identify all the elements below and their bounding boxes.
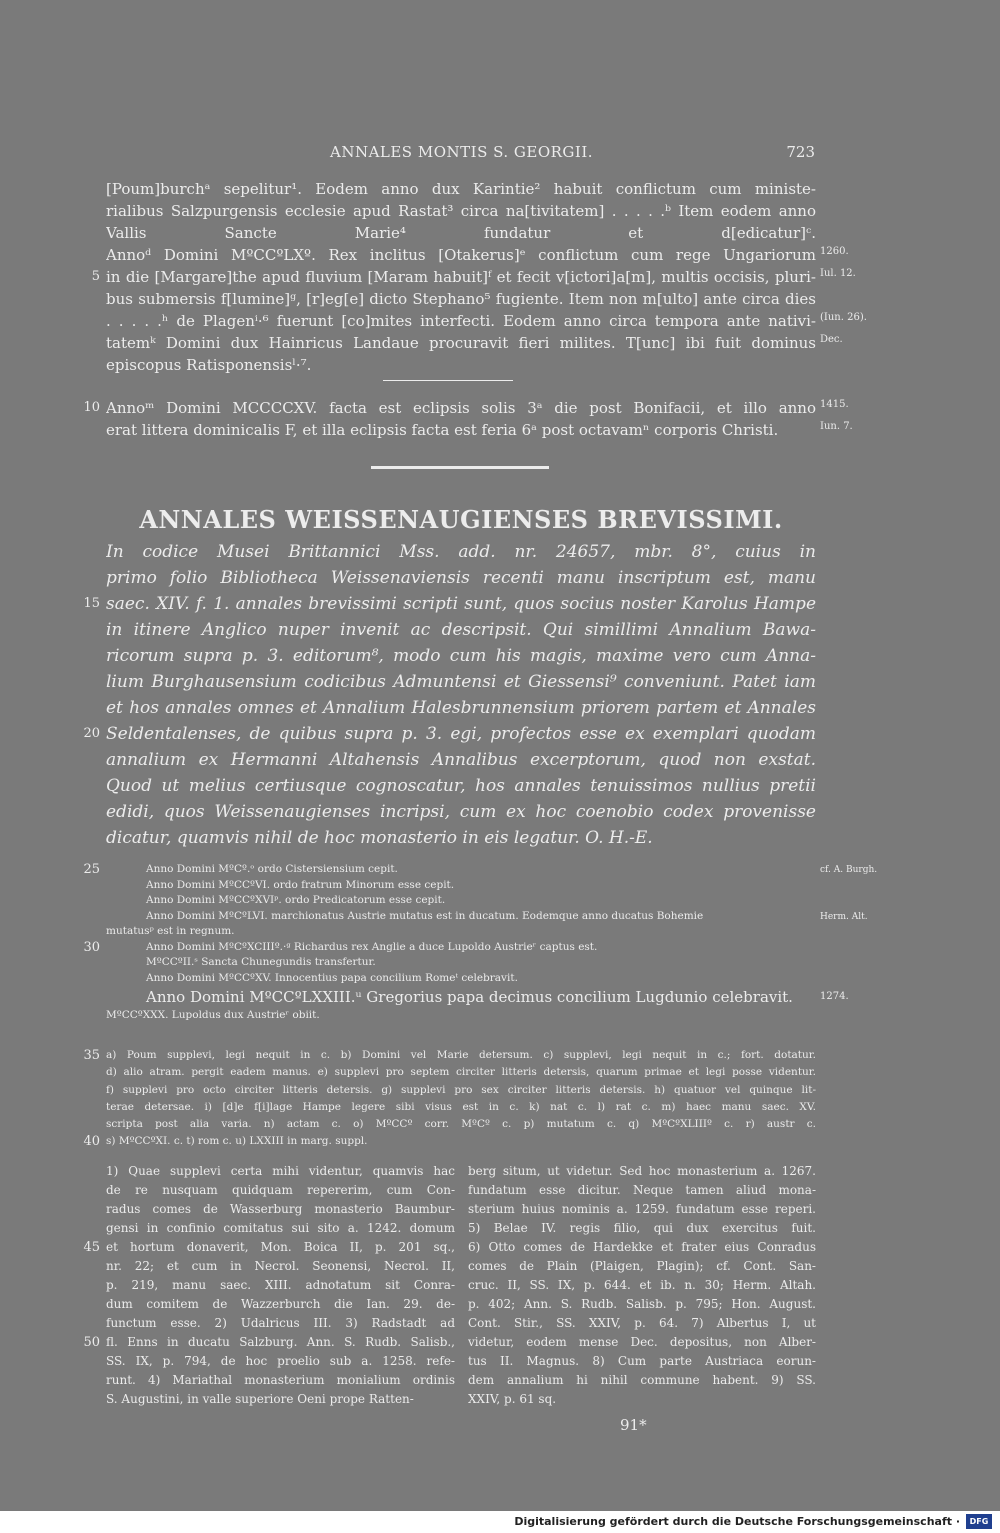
line-text: tus II. Magnus. 8) Cum parte Austriaca eorun- <box>468 1354 816 1368</box>
running-header <box>108 143 815 167</box>
text-line <box>106 955 816 971</box>
line-text: episcopus Ratisponensisˡ·⁷. <box>106 356 312 374</box>
text-line <box>106 1008 816 1024</box>
line-text: MºCCºXXX. Lupoldus dux Austrieʳ obiit. <box>106 1009 320 1021</box>
text-line <box>106 310 867 332</box>
line-text: sterium huius nominis a. 1259. fundatum esse reperi. <box>468 1202 816 1216</box>
section-divider <box>371 466 549 469</box>
line-text: runt. 4) Mariathal monasterium monialium ordinis <box>106 1373 455 1387</box>
line-text: Anno Domini MºCCºVI. ordo fratrum Minorum esse cepit. <box>146 878 455 891</box>
text-line <box>106 893 816 909</box>
margin-note: (Iun. 26). <box>820 312 867 323</box>
text-line <box>106 1295 455 1314</box>
line-text: MºCCºII.ˢ Sancta Chunegundis transfertur. <box>146 956 376 968</box>
text-line <box>468 1162 816 1181</box>
annales-s-georgii-1415 <box>83 397 853 441</box>
line-text: et hortum donaverit, Mon. Boica II, p. 201 sq., <box>106 1240 455 1254</box>
line-text: in itinere Anglico nuper invenit ac descripsit. Qui simillimi Annalium Bawa- <box>106 620 816 640</box>
line-text: Anno Domini MºCºLVI. marchionatus Austrie mutatus est in ducatum. Eodemque anno ducatus Bohemie <box>146 909 704 922</box>
line-text: tatemᵏ Domini dux Hainricus Landaue procuravit fieri milites. T[unc] ibi fuit dominus <box>106 334 816 352</box>
line-text: Anno Domini MºCCºXVIᵖ. ordo Predicatorum esse cepit. <box>146 894 446 906</box>
annales-s-georgii-1260 <box>91 178 867 376</box>
text-line <box>83 1133 816 1150</box>
text-line <box>106 1390 455 1409</box>
text-line <box>83 397 849 419</box>
line-text: annalium ex Hermanni Altahensis Annalibus excerptorum, quod non exstat. <box>106 750 816 770</box>
margin-note: 1260. <box>820 246 849 257</box>
separator-rule <box>383 380 513 381</box>
line-text: fundatum esse dicitur. Neque tamen aliud mona- <box>468 1183 816 1197</box>
line-number: 30 <box>83 939 100 955</box>
line-text: de re nusquam quidquam repererim, cum Con- <box>106 1183 455 1197</box>
text-line <box>83 721 816 747</box>
text-line <box>468 1295 816 1314</box>
line-text: XXIV, p. 61 sq. <box>468 1392 557 1406</box>
line-text: 5) Belae IV. regis filio, qui dux exercitus fuit. <box>468 1221 816 1235</box>
text-line <box>106 1352 455 1371</box>
text-line <box>106 244 849 266</box>
text-line <box>106 178 816 200</box>
text-line <box>468 1219 816 1238</box>
line-number: 20 <box>83 726 100 741</box>
line-text: . . . . .ʰ de Plagenⁱ·⁶ fuerunt [co]mites interfecti. Eodem anno circa tempora ante nativi- <box>106 312 816 330</box>
line-text: mutatusᵖ est in regnum. <box>106 925 235 937</box>
text-line <box>106 1371 455 1390</box>
line-text: ricorum supra p. 3. editorum⁸, modo cum his magis, maxime vero cum Anna- <box>106 646 816 666</box>
line-number: 45 <box>83 1240 100 1255</box>
text-line <box>106 222 816 244</box>
margin-note: Iun. 7. <box>820 421 853 432</box>
text-line <box>83 591 816 617</box>
text-line <box>106 1082 816 1099</box>
text-line <box>106 695 816 721</box>
line-text: Vallis Sancte Marie⁴ fundatur et d[edicatur]ᶜ. <box>106 224 816 242</box>
funding-text: Digitalisierung gefördert durch die Deutsche Forschungsgemeinschaft · <box>514 1515 960 1528</box>
text-line <box>106 643 816 669</box>
dfg-logo: DFG <box>966 1514 992 1529</box>
text-line <box>468 1238 816 1257</box>
line-text: videtur, eodem mense Dec. depositus, non Alber- <box>468 1335 816 1349</box>
text-line <box>468 1200 816 1219</box>
line-text: comes de Plain (Plaigen, Plagin); cf. Cont. San- <box>468 1259 816 1273</box>
text-line <box>106 1219 455 1238</box>
line-text: saec. XIV. f. 1. annales brevissimi scripti sunt, quos socius noster Karolus Hampe <box>106 594 816 614</box>
line-text: p. 219, manu saec. XIII. adnotatum sit Conra- <box>106 1278 455 1292</box>
text-line <box>106 1116 816 1133</box>
text-line <box>83 1047 816 1064</box>
line-text: Seldentalenses, de quibus supra p. 3. egi, profectos esse ex exemplari quodam <box>106 724 816 744</box>
text-line <box>106 617 816 643</box>
text-line <box>468 1390 816 1409</box>
line-text: scripta post alia varia. n) actam c. o) MºCCº corr. MºCº c. p) mutatum c. q) MºCºXLIIIº c. r) austr c. <box>106 1118 816 1131</box>
line-text: a) Poum supplevi, legi nequit in c. b) Domini vel Marie detersum. c) supplevi, legi nequit in c.; fort. dotatur. <box>106 1049 816 1061</box>
line-text: nr. 22; et cum in Necrol. Seonensi, Necrol. II, <box>106 1259 455 1273</box>
text-line <box>83 1238 455 1257</box>
text-line <box>83 862 878 878</box>
line-number: 5 <box>91 269 100 284</box>
line-text: fl. Enns in ducatu Salzburg. Ann. S. Rudb. Salisb., <box>106 1335 455 1349</box>
line-text: dem annalium hi nihil commune habent. 9) SS. <box>468 1373 816 1387</box>
text-line <box>83 1333 455 1352</box>
line-text: gensi in confinio comitatus sui sito a. 1242. domum <box>106 1221 455 1235</box>
signature-mark: 91* <box>620 1416 647 1434</box>
line-text: 6) Otto comes de Hardekke et frater eius Conradus <box>468 1240 816 1254</box>
text-line <box>106 565 816 591</box>
text-line <box>106 354 816 376</box>
text-line <box>468 1276 816 1295</box>
text-line <box>468 1371 816 1390</box>
section-heading: ANNALES WEISSENAUGIENSES BREVISSIMI. <box>139 505 783 534</box>
text-line <box>106 1200 455 1219</box>
line-text: dicatur, quamvis nihil de hoc monasterio in eis legatur. O. H.-E. <box>106 828 653 848</box>
text-line <box>106 799 816 825</box>
margin-note: Herm. Alt. <box>820 911 868 922</box>
line-text: s) MºCCºXI. c. t) rom c. u) LXXIII in marg. suppl. <box>106 1135 368 1148</box>
line-text: Anno Domini MºCºXCIIIº.·ᵍ Richardus rex Anglie a duce Lupoldo Austrieʳ captus est. <box>146 940 598 953</box>
line-text: d) alio atram. pergit eadem manus. e) supplevi pro septem circiter litteris detersis, quarum primae et legi posse videntur. <box>106 1066 816 1079</box>
text-line <box>106 419 853 441</box>
text-line <box>468 1257 816 1276</box>
line-number: 35 <box>83 1048 100 1063</box>
funding-bar <box>0 1511 1000 1533</box>
text-line <box>106 1162 455 1181</box>
line-text: terae detersae. i) [d]e f[i]lage Hampe legere sibi visus est in c. k) nat c. l) rat c. m) haec manu saec. XV. <box>106 1100 816 1113</box>
text-line <box>468 1314 816 1333</box>
line-text: 1) Quae supplevi certa mihi videntur, quamvis hac <box>106 1164 455 1178</box>
line-text: SS. IX, p. 794, de hoc proelio sub a. 1258. refe- <box>106 1354 455 1368</box>
line-text: Quod ut melius certiusque cognoscatur, hos annales tenuissimos nullius pretii <box>106 776 816 796</box>
text-line <box>106 539 816 565</box>
text-line <box>468 1181 816 1200</box>
margin-note: cf. A. Burgh. <box>820 865 878 875</box>
margin-note: 1274. <box>820 991 849 1002</box>
text-line <box>468 1352 816 1371</box>
line-text: functum esse. 2) Udalricus III. 3) Radstadt ad <box>106 1316 455 1330</box>
line-text: Anno Domini MºCCºXV. Innocentius papa concilium Romeᵗ celebravit. <box>146 971 518 984</box>
margin-note: Dec. <box>820 334 843 345</box>
text-line <box>106 986 849 1008</box>
text-line <box>106 825 816 851</box>
line-text: cruc. II, SS. IX, p. 644. et ib. n. 30; Herm. Altah. <box>468 1278 816 1292</box>
running-title: ANNALES MONTIS S. GEORGII. <box>329 143 594 161</box>
line-text: p. 402; Ann. S. Rudb. Salisb. p. 795; Hon. August. <box>468 1297 816 1311</box>
variant-notes <box>83 1047 816 1151</box>
line-text: et hos annales omnes et Annalium Halesbrunnensium priorem partem et Annales <box>106 698 816 718</box>
text-line <box>106 971 816 987</box>
line-number: 40 <box>83 1134 100 1150</box>
line-text: bus submersis f[lumine]ᵍ, [r]eg[e] dicto Stephano⁵ fugiente. Item non m[ulto] ante circa dies <box>106 290 816 308</box>
line-text: In codice Musei Brittannici Mss. add. nr. 24657, mbr. 8°, cuius in <box>106 542 816 562</box>
text-line <box>106 924 816 940</box>
editor-introduction <box>83 539 816 851</box>
text-line <box>106 288 816 310</box>
text-line <box>106 1099 816 1116</box>
line-text: edidi, quos Weissenaugienses incripsi, cum ex hoc coenobio codex provenisse <box>106 802 816 822</box>
line-number: 15 <box>83 596 100 611</box>
line-text: in die [Margare]the apud fluvium [Maram habuit]ᶠ et fecit v[ictori]a[m], multis occisis, pluri- <box>106 268 816 286</box>
text-line <box>106 200 816 222</box>
text-line <box>106 1064 816 1081</box>
text-line <box>106 747 816 773</box>
text-line <box>83 939 816 956</box>
line-text: lium Burghausensium codicibus Admuntensi et Giessensi⁹ conveniunt. Patet iam <box>106 672 816 692</box>
text-line <box>106 1314 455 1333</box>
text-line <box>91 266 856 288</box>
text-line <box>106 878 816 894</box>
margin-note: 1415. <box>820 399 849 410</box>
text-line <box>106 1181 455 1200</box>
footnotes-right-column <box>468 1162 816 1409</box>
line-text: Annoᵈ Domini MºCCºLXº. Rex inclitus [Otakerus]ᵉ conflictum cum rege Ungariorum <box>106 246 816 264</box>
line-text: Annoᵐ Domini MCCCCXV. facta est eclipsis solis 3ᵃ die post Bonifacii, et illo anno <box>106 399 816 417</box>
line-text: dum comitem de Wazzerburch die Ian. 29. de- <box>106 1297 455 1311</box>
footnotes-left-column <box>83 1162 455 1409</box>
line-text: Cont. Stir., SS. XXIV, p. 64. 7) Albertus I, ut <box>468 1316 816 1330</box>
line-text: Anno Domini MºCº.ᵒ ordo Cistersiensium cepit. <box>146 863 398 875</box>
line-text: rialibus Salzpurgensis ecclesie apud Rastat³ circa na[tivitatem] . . . . .ᵇ Item eodem anno <box>106 202 816 220</box>
line-number: 25 <box>83 862 100 877</box>
line-number: 10 <box>83 400 100 415</box>
line-text: berg situm, ut videtur. Sed hoc monasterium a. 1267. <box>468 1164 816 1178</box>
line-text: f) supplevi pro octo circiter litteris detersis. g) supplevi pro sex circiter litteris detersis. h) quatuor vel quinque lit- <box>106 1083 816 1096</box>
line-text: erat littera dominicalis F, et illa eclipsis facta est feria 6ᵃ post octavamⁿ corporis Christi. <box>106 421 779 439</box>
page-number: 723 <box>786 143 815 161</box>
line-text: [Poum]burchᵃ sepelitur¹. Eodem anno dux Karintie² habuit conflictum cum ministe- <box>106 180 816 198</box>
margin-note: Iul. 12. <box>820 268 856 279</box>
text-line <box>106 669 816 695</box>
line-text: radus comes de Wasserburg monasterio Baumbur- <box>106 1202 455 1216</box>
annal-entries <box>83 862 878 1024</box>
line-text: S. Augustini, in valle superiore Oeni prope Ratten- <box>106 1392 414 1406</box>
text-line <box>106 1276 455 1295</box>
text-line <box>106 773 816 799</box>
text-line <box>106 909 868 925</box>
text-line <box>106 1257 455 1276</box>
text-line <box>106 332 843 354</box>
line-text: Anno Domini MºCCºLXXIII.ᵘ Gregorius papa decimus concilium Lugdunio celebravit. <box>146 988 793 1006</box>
text-line <box>468 1333 816 1352</box>
line-text: primo folio Bibliotheca Weissenaviensis recenti manu inscriptum est, manu <box>106 568 816 588</box>
line-number: 50 <box>83 1335 100 1350</box>
